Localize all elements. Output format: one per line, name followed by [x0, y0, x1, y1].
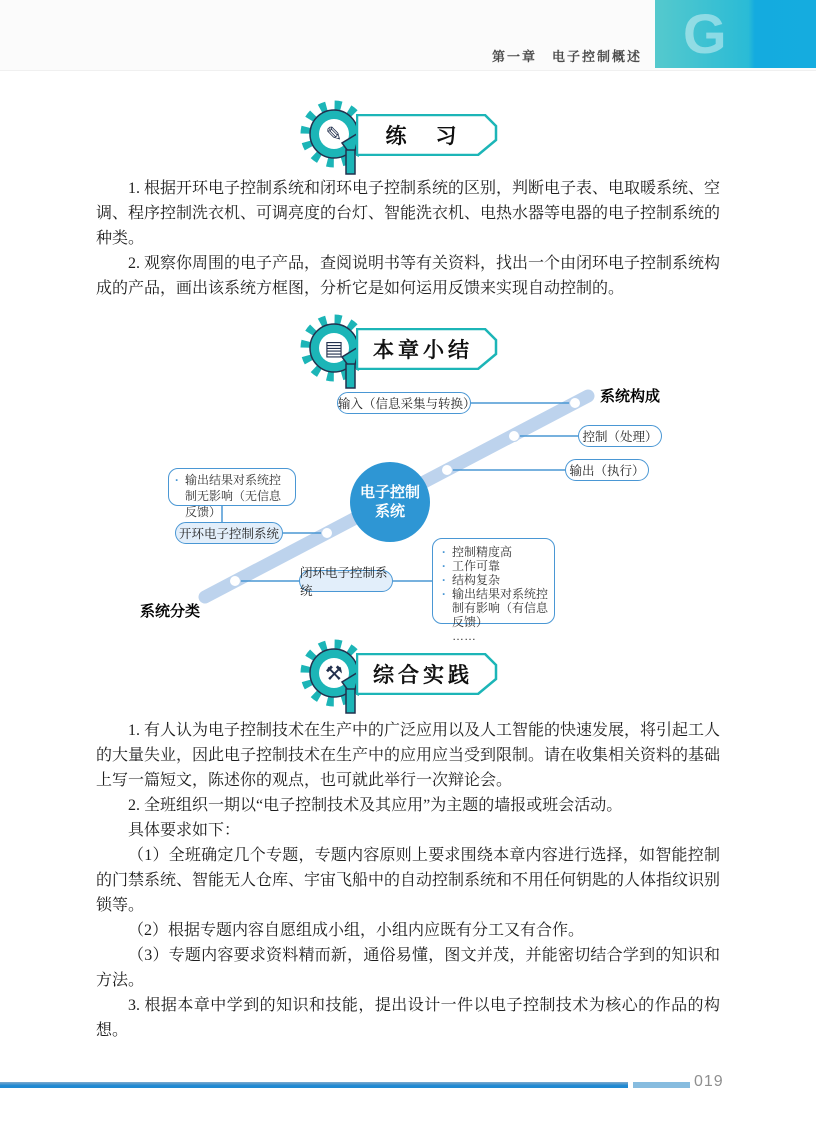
logo-g-watermark: G: [683, 2, 727, 65]
branch-node: [322, 528, 333, 539]
open-loop-note-box: [168, 468, 296, 519]
exercise-paragraph: 1. 根据开环电子控制系统和闭环电子控制系统的区别，判断电子表、电取暖系统、空调、程序控制洗衣机、可调亮度的台灯、智能洗衣机、电热水器等电器的电子控制系统的种类。: [96, 180, 721, 247]
footer-bar: [0, 1082, 628, 1088]
practice-text: [96, 718, 720, 1043]
feature-line: · 输出结果对系统控制有影响（有信息反馈）: [441, 587, 548, 629]
heading-banner: [356, 653, 498, 695]
page-number: 019: [694, 1073, 724, 1090]
heading-title: 本章小结: [373, 339, 473, 362]
exercise-text: [96, 176, 720, 301]
footer-bar-accent: [633, 1082, 690, 1088]
input-node-box: 输入（信息采集与转换）: [337, 392, 471, 414]
label-system-classification: 系统分类: [140, 603, 201, 620]
note-line: · 输出结果对系统控制无影响（无信息反馈）: [174, 472, 290, 520]
heading-banner: [356, 114, 498, 156]
heading-practice: [298, 639, 568, 719]
page-header: [0, 0, 816, 71]
closed-loop-feature-box: [432, 538, 555, 643]
feature-line: · 控制精度高: [441, 545, 548, 559]
heading-title: 综合实践: [373, 664, 473, 687]
heading-exercise: [298, 100, 568, 180]
exercise-paragraph: 2. 观察你周围的电子产品，查阅说明书等有关资料，找出一个由闭环电子控制系统构成的产品，画出该系统方框图，分析它是如何运用反馈来实现自动控制的。: [96, 255, 721, 297]
pencil-icon: ✎: [325, 124, 343, 146]
center-topic-line: 电子控制: [359, 484, 420, 501]
practice-paragraph: （3）专题内容要求资料精而新，通俗易懂，图文并茂，并能密切结合学到的知识和方法。: [96, 947, 720, 989]
center-topic-bubble: [350, 462, 430, 542]
practice-paragraph: 1. 有人认为电子控制技术在生产中的广泛应用以及人工智能的快速发展，将引起工人的大量失业，因此电子控制技术在生产中的应用应当受到限制。请在收集相关资料的基础上写一篇短文，陈述你的观点，也可就此举行一次辩论会。: [96, 722, 721, 789]
branch-node: [570, 398, 581, 409]
heading-banner: [356, 328, 498, 370]
branch-node: [509, 431, 520, 442]
practice-paragraph: （1）全班确定几个专题，专题内容原则上要求围绕本章内容进行选择，如智能控制的门禁系统、智能无人仓库、宇宙飞船中的自动控制系统和不用任何钥匙的人体指纹识别锁等。: [96, 847, 721, 914]
feature-line: · 结构复杂: [441, 573, 548, 587]
branch-node: [442, 465, 453, 476]
summary-mindmap: [120, 383, 700, 643]
header-color-block: [655, 0, 816, 68]
control-node-box: 控制（处理）: [578, 425, 662, 447]
practice-paragraph: 3. 根据本章中学到的知识和技能，提出设计一件以电子控制技术为核心的作品的构想。: [96, 997, 720, 1039]
feature-line: · 工作可靠: [441, 559, 548, 573]
heading-title: 练 习: [385, 125, 461, 148]
practice-paragraph: 2. 全班组织一期以“电子控制技术及其应用”为主题的墙报或班会活动。: [128, 797, 623, 814]
label-system-composition: 系统构成: [600, 388, 661, 405]
open-loop-box: 开环电子控制系统: [175, 522, 283, 544]
practice-paragraph: （2）根据专题内容自愿组成小组，小组内应既有分工又有合作。: [128, 922, 585, 939]
output-node-box: 输出（执行）: [565, 459, 649, 481]
branch-node: [230, 576, 241, 587]
closed-loop-box: 闭环电子控制系统: [299, 570, 393, 592]
notebook-icon: ▤: [324, 338, 344, 360]
heading-summary: [298, 314, 568, 394]
feature-ellipsis: ……: [452, 629, 476, 643]
practice-paragraph: 具体要求如下：: [128, 822, 241, 839]
center-topic-line: 系统: [374, 503, 405, 520]
chapter-title: 第一章 电子控制概述: [491, 49, 642, 64]
tools-icon: ⚒: [325, 663, 343, 685]
